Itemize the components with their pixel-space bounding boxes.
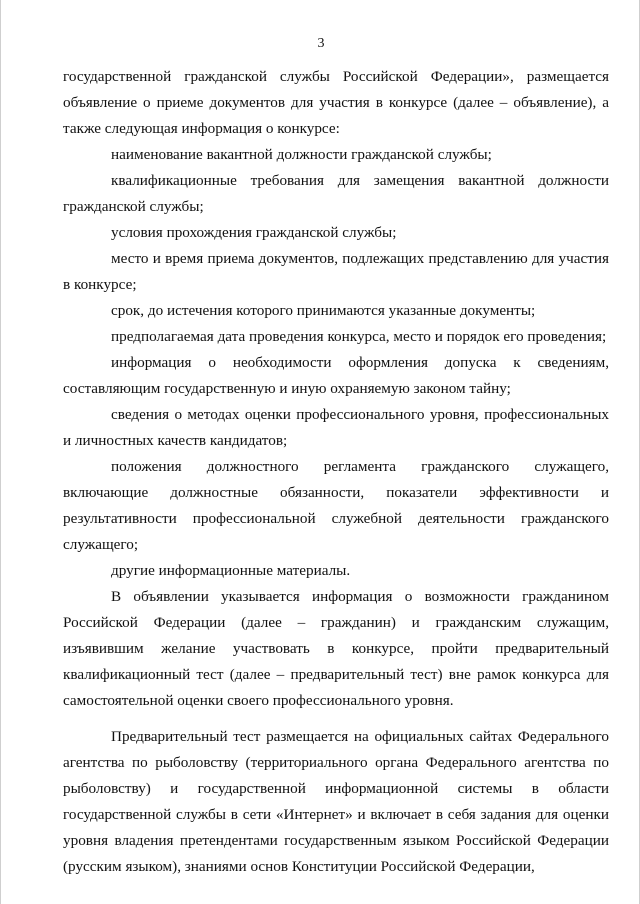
paragraph-list-item: квалификационные требования для замещения вакантной должности гражданской службы;: [63, 172, 609, 215]
paragraph-continuation: государственной гражданской службы Российской Федерации», размещается объявление о приеме документов для участия в конкурсе (далее – объявление), а также следующая информация о конкурсе:: [63, 68, 609, 137]
paragraph-list-item: срок, до истечения которого принимаются указанные документы;: [111, 302, 536, 319]
paragraph-list-item: предполагаемая дата проведения конкурса, место и порядок его проведения;: [111, 328, 607, 345]
paragraph-list-item: место и время приема документов, подлежащих представлению для участия в конкурсе;: [63, 250, 609, 293]
page-number: 3: [317, 36, 325, 51]
paragraph: Предварительный тест размещается на официальных сайтах Федерального агентства по рыболовству (территориального органа Федерального агентства по рыболовству) и государственной информационной системы в области государственной службы в сети «Интернет» и включает в себя задания для оценки уровня владения претендентами государственным языком Российской Федерации (русским языком), знаниями основ Конституции Российской Федерации,: [63, 728, 609, 875]
paragraph-list-item: наименование вакантной должности гражданской службы;: [111, 146, 492, 163]
document-body: [63, 64, 609, 880]
paragraph: В объявлении указывается информация о возможности гражданином Российской Федерации (далее – гражданин) и гражданским служащим, изъявившим желание участвовать в конкурсе, пройти предварительный квалификационный тест (далее – предварительный тест) вне рамок конкурса для самостоятельной оценки своего профессионального уровня.: [63, 588, 609, 709]
paragraph-list-item: информация о необходимости оформления допуска к сведениям, составляющим государственную и иную охраняемую законом тайну;: [63, 354, 609, 397]
paragraph-list-item: положения должностного регламента гражданского служащего, включающие должностные обязанности, показатели эффективности и результативности профессиональной служебной деятельности гражданского служащего;: [63, 458, 609, 553]
paragraph-list-item: другие информационные материалы.: [111, 562, 351, 579]
paragraph-list-item: условия прохождения гражданской службы;: [111, 224, 397, 241]
paragraph-list-item: сведения о методах оценки профессионального уровня, профессиональных и личностных качеств кандидатов;: [63, 406, 609, 449]
